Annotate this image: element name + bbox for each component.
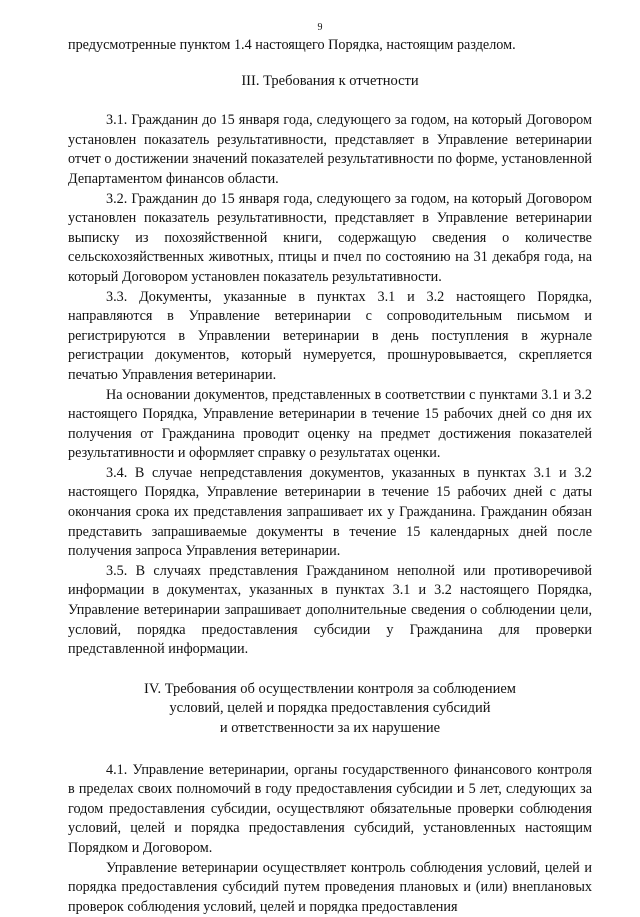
section-4-heading [68,680,592,739]
page-number: 9 [317,22,323,33]
section-4-heading-line-2: условий, целей и порядка предоставления субсидий [169,700,491,717]
lead-paragraph: предусмотренные пунктом 1.4 настоящего Порядка, настоящим разделом. [68,37,516,53]
section-3-heading: III. Требования к отчетности [241,72,419,89]
paragraph-3-2: 3.2. Гражданин до 15 января года, следующего за годом, на который Договором установлен показатель результативности, представляет в Управление ветеринарии выписку из похозяйственной книги, содержащую сведения о количестве сельскохозяйственных животных, птицы и пчел по состоянию на 31 декабря года, на который Договором установлен показатель результативности. [68,190,592,285]
paragraph-3-5: 3.5. В случаях представления Гражданином неполной или противоречивой информации в документах, указанных в пунктах 3.1 и 3.2 настоящего Порядка, Управление ветеринарии запрашивает дополнительные сведения о соблюдении цели, условий, порядка предоставления субсидии у Гражданина для проверки представленной информации. [68,562,592,658]
paragraph-3-3: 3.3. Документы, указанные в пунктах 3.1 и 3.2 настоящего Порядка, направляются в Управление ветеринарии с сопроводительным письмом и регистрируются в Управлении ветеринарии в день поступления в журнале регистрации документов, который нумеруется, прошнуровывается, скрепляется печатью Управления ветеринарии. [68,288,592,383]
document-body [68,36,592,917]
paragraph-3-3-continuation: На основании документов, представленных в соответствии с пунктами 3.1 и 3.2 настоящего Порядка, Управление ветеринарии в течение 15 рабочих дней со дня их получения от Гражданина проводит оценку на предмет достижения показателей результативности и оформляет справку о результатах оценки. [68,386,592,462]
paragraph-3-1: 3.1. Гражданин до 15 января года, следующего за годом, на который Договором установлен показатель результативности, представляет в Управление ветеринарии отчет о достижении значений показателей результативности по форме, установленной Департаментом финансов области. [68,112,592,187]
section-4-heading-line-1: IV. Требования об осуществлении контроля за соблюдением [144,680,516,697]
paragraph-4-1-continuation: Управление ветеринарии осуществляет контроль соблюдения условий, целей и порядка предоставления субсидий путем проведения плановых и (или) внеплановых проверок соблюдения условий, целей и порядка предоставления [68,859,592,915]
paragraph-4-1: 4.1. Управление ветеринарии, органы государственного финансового контроля в пределах своих полномочий в году предоставления субсидии и 5 лет, следующих за годом предоставления субсидии, осуществляют обязательные проверки соблюдения условий, целей и порядка предоставления субсидий, установленных настоящим Порядком и Договором. [68,761,592,856]
paragraph-3-4: 3.4. В случае непредставления документов, указанных в пунктах 3.1 и 3.2 настоящего Порядка, Управление ветеринарии в течение 15 рабочих дней с даты окончания срока их представления запрашивает их у Гражданина. Гражданин обязан представить запрашиваемые документы в течение 15 календарных дней после получения запроса Управления ветеринарии. [68,464,592,560]
section-4-heading-line-3: и ответственности за их нарушение [219,720,441,736]
